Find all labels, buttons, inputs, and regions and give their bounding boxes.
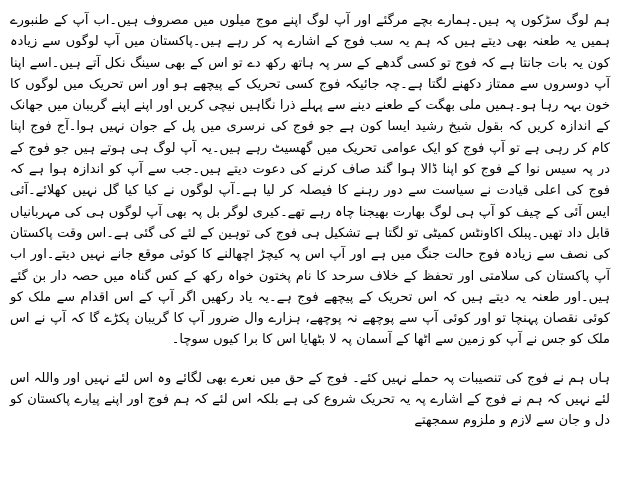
article-body — [10, 10, 610, 432]
article-paragraph-1: ہم لوگ سڑکوں پہ ہیں۔ہمارے بچے مرگئے اور آپ لوگ اپنے موج میلوں میں مصروف ہیں۔اب آپ کے طنبورے ہمیں یہ طعنہ بھی دیتے ہیں کہ ہم یہ سب فوج کے اشارے پہ کر رہے ہیں۔پاکستان میں آپ لوگوں سے زیادہ کون یہ بات جانتا ہے کہ فوج تو کسی گدھے کے سر پہ ہاتھ رکھ دے تو اس کے بھی سینگ نکل آتے ہیں۔اسے اپنا آپ دوسروں سے ممتاز دکھنے لگتا ہے۔چہ جائیکہ فوج کسی تحریک کے پیچھے ہو اور اس تحریک میں لوگوں کا خون بہہ رہا ہو۔ہمیں ملی بھگت کے طعنے دینے سے پہلے ذرا نگاہیں نیچی کریں اور اپنے اپنے گریبان میں جھانک کے اندازہ کریں کہ بقول شیخ رشید ایسا کون ہے جو فوج کی نرسری میں پل کے جوان نہیں ہوا۔آج فوج اپنا کام کر رہی ہے تو آپ فوج کو ایک عوامی تحریک میں گھسیٹ رہے ہیں۔یہ آپ لوگ ہی ہوتے ہیں جو فوج کے در پہ سیس نوا کے فوج کو اپنا ڈالا ہوا گند صاف کرنے کی دعوت دیتے ہیں۔جب سے آپ کو اندازہ ہوا ہے کہ فوج کی اعلی قیادت نے سیاست سے دور رہنے کا فیصلہ کر لیا ہے۔آپ لوگوں نے کیا کیا گل نہیں کھلائے۔آئی ایس آئی کے چیف کو آپ ہی لوگ بھارت بھیجنا چاہ رہے تھے۔کیری لوگر بل پہ بھی آپ لوگوں ہی کی مہربانیاں قابل داد تھیں۔پبلک اکاونٹس کمیٹی تو لگتا ہے تشکیل ہی فوج کی توہین کے لئے کی گئی ہے۔اس وقت پاکستان کی نصف سے زیادہ فوج حالت جنگ میں ہے اور آپ اس پہ کیچڑ اچھالنے کا کوئی موقع جانے نہیں دیتے۔اور اب آپ پاکستان کی سلامتی اور تحفظ کے خلاف سرحد کا نام پختون خواہ رکھ کے کس گناہ میں حصہ دار بن گئے ہیں۔اور طعنہ یہ دیتے ہیں کہ اس تحریک کے پیچھے فوج ہے۔یہ یاد رکھیں اگر آپ کے اس اقدام سے ملک کو کوئی نقصان پہنچا تو اور کوئی آپ سے پوچھے نہ پوچھے، ہزارے وال ضرور آپ کا گریبان پکڑے گا کہ آپ نے اس ملک کو جس نے آپ کو زمین سے اٹھا کے آسمان پہ لا بٹھایا اس کا برا کیوں سوچا۔ — [10, 13, 610, 348]
article-paragraph-2: ہاں ہم نے فوج کی تنصیبات پہ حملے نہیں کئے۔ فوج کے حق میں نعرے بھی لگائے وہ اس لئے نہیں اور واللہ اس لئے نہیں کہ ہم نے فوج کے اشارے پہ یہ تحریک شروع کی ہے بلکہ اس لئے کہ ہم فوج اور اپنے پیارے پاکستان کو دل و جان سے لازم و ملزوم سمجھتے — [10, 370, 610, 429]
